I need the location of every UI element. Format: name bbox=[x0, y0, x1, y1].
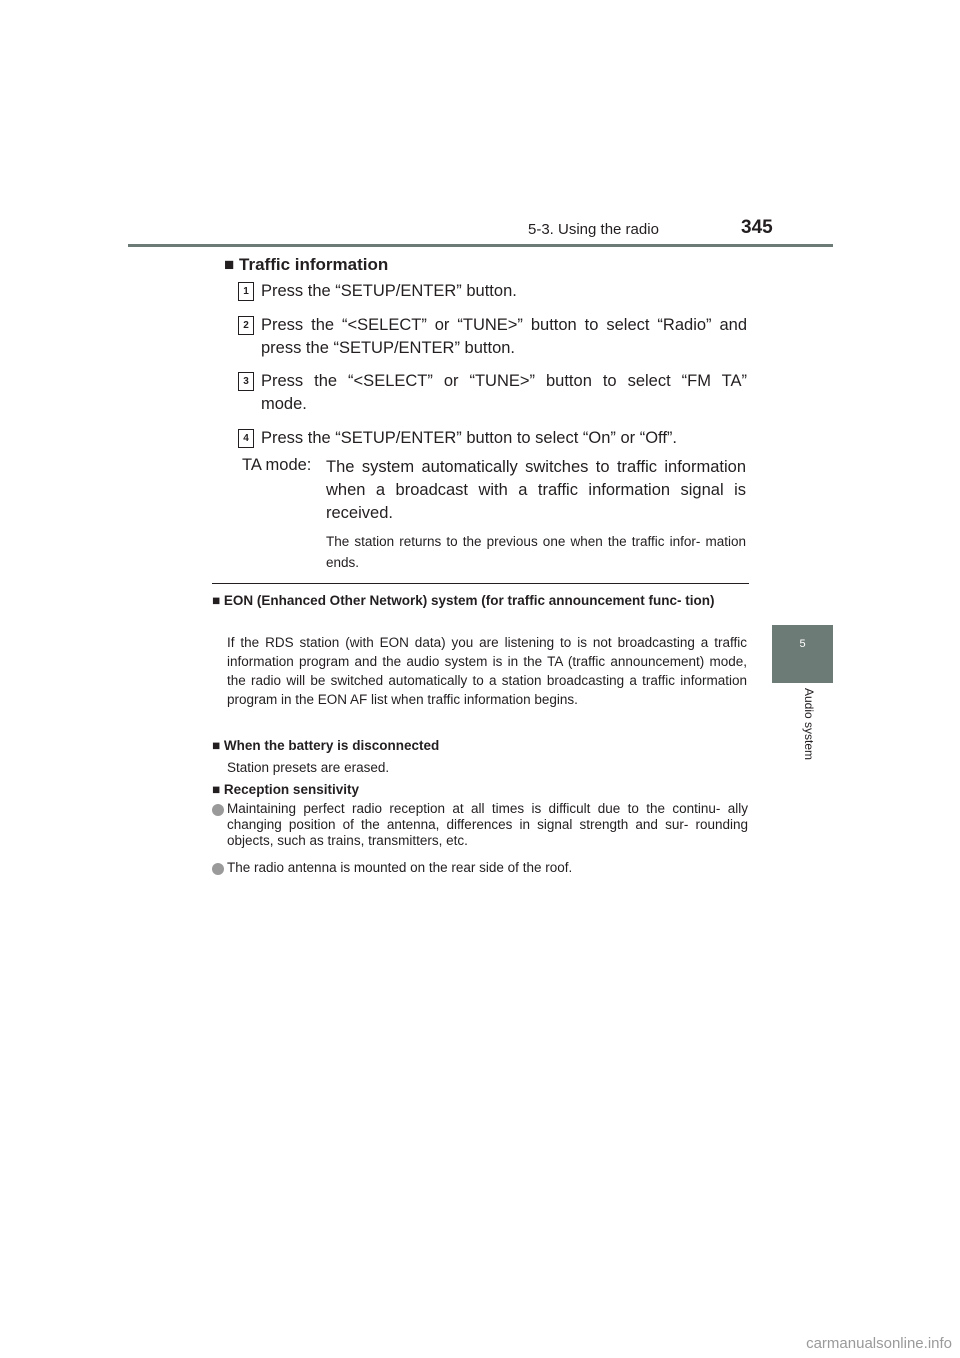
page-number: 345 bbox=[741, 217, 773, 238]
note-square-icon: ■ bbox=[212, 782, 221, 797]
bullet-text: The radio antenna is mounted on the rear side of the roof. bbox=[227, 860, 573, 875]
step-1-text: Press the “SETUP/ENTER” button. bbox=[261, 282, 517, 300]
step-2-text-line1: Press the “<SELECT” or “TUNE>” button to select “Radio” and bbox=[261, 316, 747, 334]
bullet-dot-icon bbox=[212, 804, 224, 816]
note-square-icon: ■ bbox=[212, 738, 221, 753]
bullet-text: Maintaining perfect radio reception at all times is difficult due to the continu- ally changing position of the antenna, differences in signal strength and sur- rounding objects, such as trains, transmitters, etc. bbox=[227, 801, 748, 848]
note-reception-title: ■ Reception sensitivity bbox=[212, 782, 359, 797]
step-number-3: 3 bbox=[238, 372, 254, 391]
note-eon-title: ■ EON (Enhanced Other Network) system (for traffic announcement func- tion) bbox=[212, 593, 715, 608]
ta-mode-note: The station returns to the previous one when the traffic infor- mation ends. bbox=[326, 534, 746, 570]
step-4-text: Press the “SETUP/ENTER” button to select “On” or “Off”. bbox=[261, 429, 677, 447]
step-number-1: 1 bbox=[238, 282, 254, 301]
ta-mode-definition: The system automatically switches to traffic information when a broadcast with a traffic information signal is received. bbox=[326, 458, 746, 522]
section-heading bbox=[224, 255, 388, 275]
note-square-icon: ■ bbox=[212, 593, 221, 608]
chapter-tab bbox=[772, 625, 833, 683]
note-eon-body: If the RDS station (with EON data) you are listening to is not broadcasting a traffic information program and the audio system is in the TA (traffic announcement) mode, the radio will be switched automatically to a station broadcasting a traffic information program in the EON AF list when traffic information begins. bbox=[227, 635, 747, 707]
heading-title: Traffic information bbox=[239, 255, 389, 274]
section-title: 5-3. Using the radio bbox=[528, 221, 659, 238]
header-rule bbox=[128, 244, 833, 247]
step-3-text-line1: Press the “<SELECT” or “TUNE>” button to select “FM TA” bbox=[261, 372, 747, 390]
bullet-dot-icon bbox=[212, 863, 224, 875]
heading-square-icon: ■ bbox=[224, 255, 235, 274]
note-battery-title: ■ When the battery is disconnected bbox=[212, 738, 440, 753]
note-battery-body: Station presets are erased. bbox=[227, 760, 390, 775]
divider bbox=[212, 583, 749, 584]
chapter-number: 5 bbox=[799, 638, 806, 650]
watermark: carmanualsonline.info bbox=[806, 1335, 952, 1352]
ta-mode-term: TA mode: bbox=[242, 456, 312, 474]
step-2-text-line2: press the “SETUP/ENTER” button. bbox=[261, 339, 516, 357]
chapter-label: Audio system bbox=[802, 688, 816, 761]
step-number-4: 4 bbox=[238, 429, 254, 448]
step-number-2: 2 bbox=[238, 316, 254, 335]
step-3-text-line2: mode. bbox=[261, 395, 307, 413]
